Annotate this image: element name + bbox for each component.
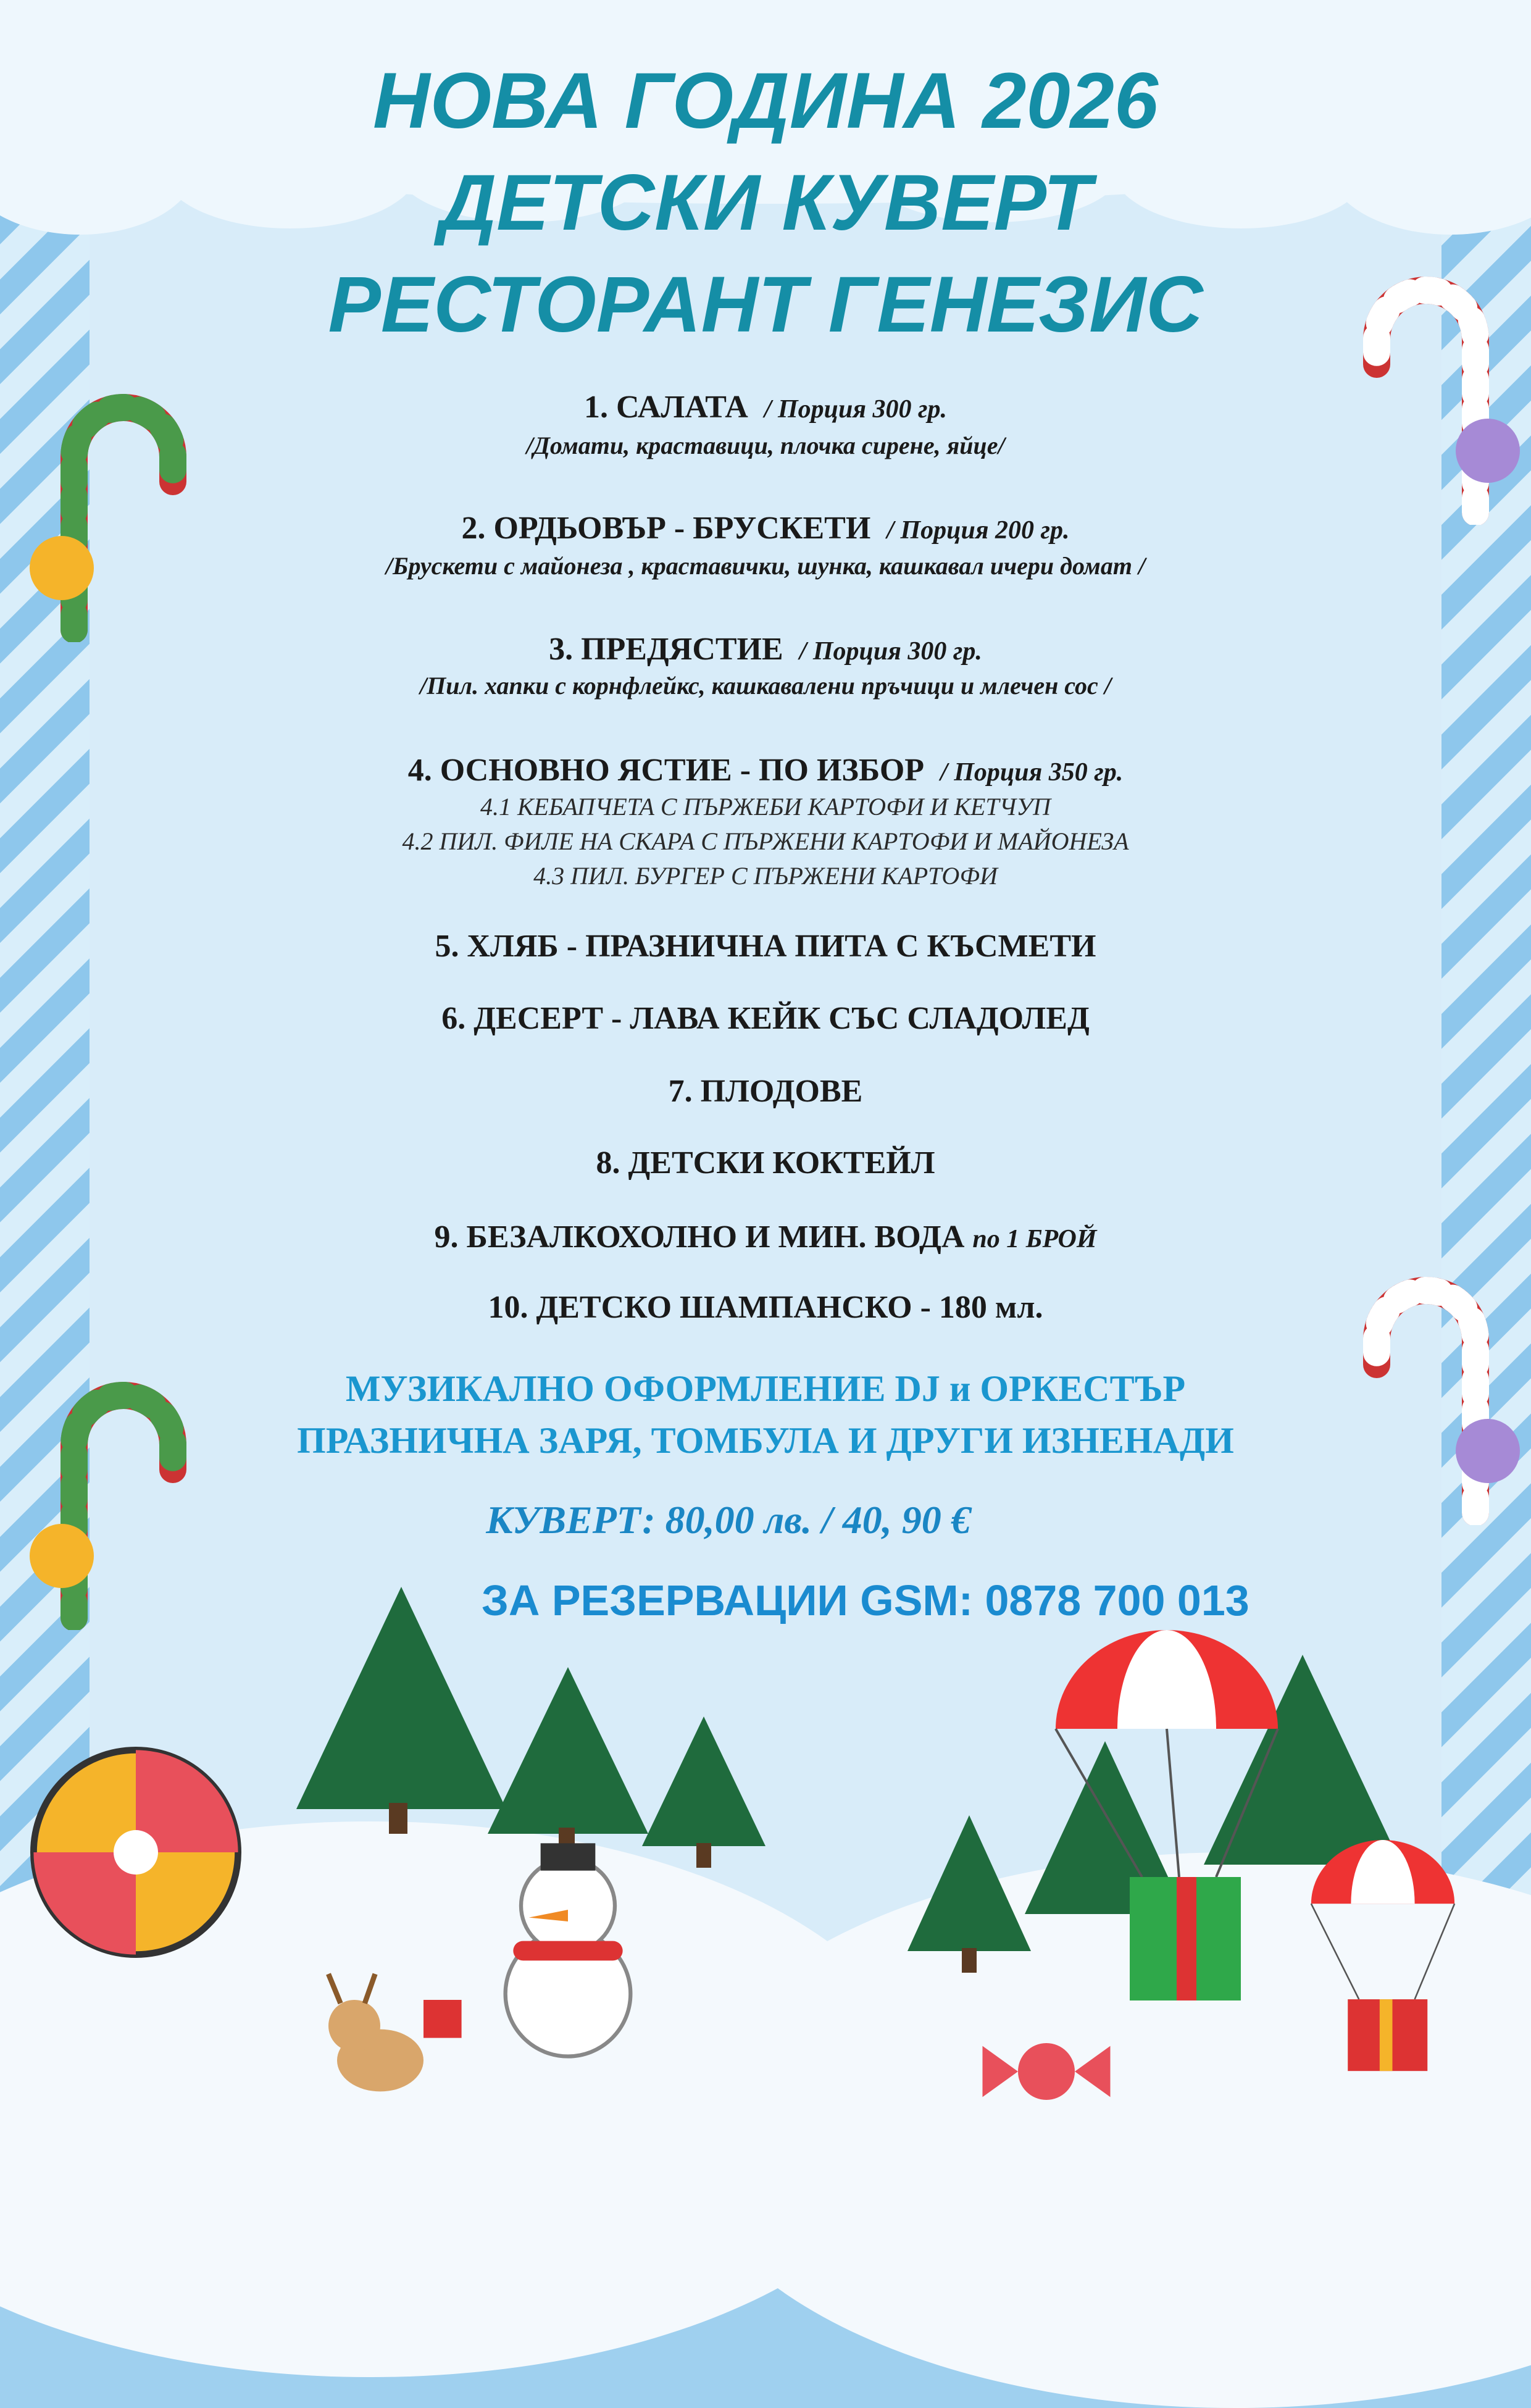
parachute-gift-icon <box>1303 1840 1463 2087</box>
menu-item-2-desc: /Брускети с майонеза , краставички, шунка, кашкавал ичери домат / <box>385 552 1146 580</box>
reservation-phone: ЗА РЕЗЕРВАЦИИ GSM: 0878 700 013 <box>482 1576 1249 1624</box>
menu-item-5: 5. ХЛЯБ - ПРАЗНИЧНА ПИТА С КЪСМЕТИ <box>435 929 1096 964</box>
parachute-gift-icon <box>1043 1630 1290 2013</box>
price: КУВЕРТ: 80,00 лв. / 40, 90 € <box>486 1498 971 1542</box>
menu-option-4-1: 4.1 КЕБАПЧЕТА С ПЪРЖЕБИ КАРТОФИ И КЕТЧУП <box>480 793 1051 821</box>
menu-item-1-desc: /Домати, краставици, плочка сирене, яйце/ <box>526 432 1005 459</box>
menu-option-4-2: 4.2 ПИЛ. ФИЛЕ НА СКАРА С ПЪРЖЕНИ КАРТОФИ И МАЙОНЕЗА <box>402 827 1129 855</box>
menu-item-9: 9. БЕЗАЛКОХОЛНО И МИН. ВОДА по 1 БРОЙ <box>434 1219 1097 1255</box>
menu-option-4-3: 4.3 ПИЛ. БУРГЕР С ПЪРЖЕНИ КАРТОФИ <box>533 862 998 890</box>
title-line-3: РЕСТОРАНТ ГЕНЕЗИС <box>328 261 1203 349</box>
menu-item-4: 4. ОСНОВНО ЯСТИЕ - ПО ИЗБОР / Порция 350 гр. <box>407 753 1124 788</box>
menu-item-8: 8. ДЕТСКИ КОКТЕЙЛ <box>596 1145 935 1181</box>
menu-item-2: 2. ОРДЬОВЪР - БРУСКЕТИ / Порция 200 гр. <box>461 511 1070 546</box>
snowman-icon <box>469 1828 667 2062</box>
menu-item-7: 7. ПЛОДОВЕ <box>668 1074 863 1109</box>
extras-line-1: МУЗИКАЛНО ОФОРМЛЕНИЕ DJ и ОРКЕСТЪР <box>345 1368 1186 1409</box>
candy-icon <box>975 2031 1117 2112</box>
menu-item-3-desc: /Пил. хапки с корнфлейкс, кашкавалени пръчици и млечен сос / <box>420 672 1111 700</box>
reindeer-icon <box>302 1963 475 2105</box>
title-line-1: НОВА ГОДИНА 2026 <box>373 57 1158 145</box>
menu-item-3: 3. ПРЕДЯСТИЕ / Порция 300 гр. <box>549 632 982 667</box>
menu-item-6: 6. ДЕСЕРТ - ЛАВА КЕЙК СЪС СЛАДОЛЕД <box>441 1001 1090 1036</box>
title-line-2: ДЕТСКИ КУВЕРТ <box>439 159 1092 247</box>
menu-item-1: 1. САЛАТА / Порция 300 гр. <box>583 390 948 425</box>
extras-line-2: ПРАЗНИЧНА ЗАРЯ, ТОМБУЛА И ДРУГИ ИЗНЕНАДИ <box>297 1420 1234 1461</box>
menu-item-10: 10. ДЕТСКО ШАМПАНСКО - 180 мл. <box>488 1290 1043 1325</box>
lollipop-icon <box>25 1741 247 1963</box>
